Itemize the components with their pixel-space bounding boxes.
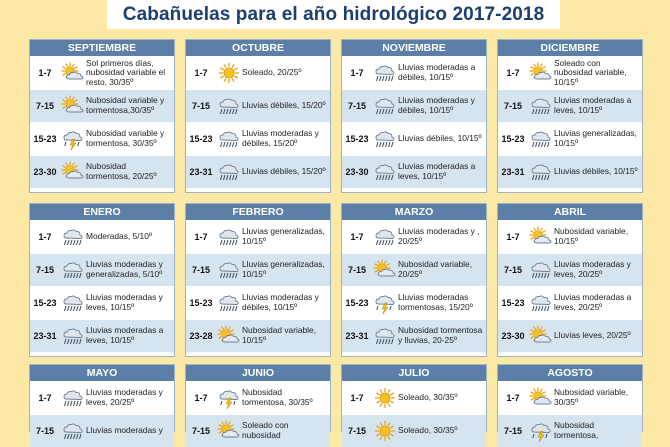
rain-icon	[216, 94, 242, 118]
rain-icon	[372, 94, 398, 118]
storm-icon	[528, 419, 554, 443]
forecast-text: Nubosidad variable, 10/15º	[242, 325, 317, 345]
forecast-text: Soleado, 30/35º	[398, 392, 458, 403]
day-range: 23-30	[33, 167, 57, 177]
month-card-enero	[29, 203, 175, 357]
forecast-row	[186, 319, 330, 352]
day-range: 1-7	[38, 68, 52, 78]
forecast-row	[30, 122, 174, 155]
forecast-row	[498, 56, 642, 89]
forecast-row	[342, 155, 486, 188]
forecast-text: Nubosidad variable, 30/35º	[554, 387, 629, 407]
day-range: 15-23	[189, 298, 213, 308]
forecast-row	[30, 319, 174, 352]
sun-cloud-icon	[528, 324, 554, 348]
sun-cloud-icon	[216, 419, 242, 443]
forecast-row	[30, 155, 174, 188]
forecast-text: Nubosidad tormentosa,	[554, 420, 599, 440]
day-range: 23-31	[345, 331, 369, 341]
sun-cloud-icon	[372, 258, 398, 282]
month-header: MAYO	[30, 365, 174, 381]
day-range: 23-30	[345, 167, 369, 177]
day-range: 1-7	[38, 393, 52, 403]
day-range: 1-7	[194, 232, 208, 242]
forecast-row	[186, 56, 330, 89]
forecast-row	[186, 122, 330, 155]
forecast-row	[30, 381, 174, 414]
forecast-text: Lluvias moderadas y leves, 10/15º	[86, 292, 163, 312]
month-card-mayo	[29, 364, 175, 436]
forecast-text: Lluvias moderadas y	[86, 425, 163, 436]
day-range: 7-15	[191, 101, 210, 111]
day-range: 7-15	[347, 265, 366, 275]
day-range: 7-15	[347, 426, 366, 436]
day-range: 1-7	[506, 393, 520, 403]
day-range: 23-31	[189, 167, 213, 177]
forecast-row	[498, 155, 642, 188]
forecast-text: Lluvias débiles, 15/20º	[242, 100, 326, 111]
day-range: 1-7	[506, 68, 520, 78]
forecast-text: Lluvias generalizadas, 10/15º	[554, 128, 637, 148]
forecast-row	[30, 56, 174, 89]
forecast-row	[342, 286, 486, 319]
rain-icon	[60, 258, 86, 282]
forecast-text: Lluvias generalizadas, 10/15º	[242, 226, 325, 246]
forecast-text: Soleado con nubosidad	[242, 420, 289, 440]
forecast-text: Lluvias débiles, 10/15º	[554, 166, 638, 177]
month-header: DICIEMBRE	[498, 40, 642, 56]
sun-cloud-icon	[528, 386, 554, 410]
forecast-row	[186, 155, 330, 188]
month-card-octubre	[185, 39, 331, 193]
forecast-text: Soleado, 20/25º	[242, 67, 302, 78]
rain-icon	[372, 160, 398, 184]
day-range: 1-7	[350, 232, 364, 242]
rain-icon	[60, 225, 86, 249]
month-header: FEBRERO	[186, 204, 330, 220]
forecast-row	[498, 122, 642, 155]
forecast-row	[342, 56, 486, 89]
day-range: 7-15	[503, 426, 522, 436]
forecast-row	[342, 122, 486, 155]
forecast-text: Lluvias moderadas y generalizadas, 5/10º	[86, 259, 163, 279]
forecast-text: Lluvias débiles, 10/15º	[398, 133, 482, 144]
day-range: 15-23	[33, 134, 57, 144]
sun-icon	[216, 61, 242, 85]
forecast-row	[498, 319, 642, 352]
rain-icon	[372, 324, 398, 348]
rain-icon	[372, 225, 398, 249]
rain-icon	[372, 61, 398, 85]
month-card-marzo	[341, 203, 487, 357]
forecast-row	[30, 220, 174, 253]
day-range: 23-31	[501, 167, 525, 177]
forecast-text: Nubosidad variable, 20/25º	[398, 259, 473, 279]
forecast-row	[342, 89, 486, 122]
day-range: 15-23	[501, 298, 525, 308]
day-range: 23-28	[189, 331, 213, 341]
rain-icon	[528, 258, 554, 282]
sun-icon	[372, 419, 398, 443]
month-card-junio	[185, 364, 331, 440]
month-card-abril	[497, 203, 643, 357]
sun-icon	[372, 386, 398, 410]
forecast-text: Lluvias moderadas y débiles, 10/15º	[398, 95, 475, 115]
month-card-julio	[341, 364, 487, 436]
rain-icon	[528, 127, 554, 151]
day-range: 1-7	[38, 232, 52, 242]
month-card-agosto	[497, 364, 643, 440]
month-header: AGOSTO	[498, 365, 642, 381]
rain-icon	[216, 127, 242, 151]
month-header: ENERO	[30, 204, 174, 220]
day-range: 7-15	[503, 101, 522, 111]
rain-icon	[216, 160, 242, 184]
day-range: 7-15	[191, 265, 210, 275]
forecast-text: Soleado, 30/35º	[398, 425, 458, 436]
forecast-text: Lluvias moderadas a leves, 20/25º	[554, 292, 632, 312]
forecast-row	[186, 253, 330, 286]
month-card-diciembre	[497, 39, 643, 193]
forecast-text: Sol primeros días, nubosidad variable el resto, 30/35º	[86, 57, 166, 87]
month-header: ABRIL	[498, 204, 642, 220]
forecast-row	[186, 89, 330, 122]
sun-cloud-icon	[528, 61, 554, 85]
forecast-text: Soleado con nubosidad variable, 10/15º	[554, 57, 627, 87]
day-range: 23-31	[33, 331, 57, 341]
day-range: 1-7	[350, 68, 364, 78]
storm-icon	[60, 127, 86, 151]
forecast-text: Lluvias leves, 20/25º	[554, 330, 631, 341]
sun-cloud-icon	[216, 324, 242, 348]
month-header: JULIO	[342, 365, 486, 381]
month-card-febrero	[185, 203, 331, 357]
forecast-row	[30, 253, 174, 286]
forecast-row	[498, 381, 642, 414]
month-card-septiembre	[29, 39, 175, 193]
day-range: 7-15	[35, 426, 54, 436]
forecast-row	[498, 220, 642, 253]
forecast-text: Nubosidad tormentosa, 30/35º	[242, 387, 313, 407]
forecast-row	[342, 414, 486, 447]
forecast-row	[186, 286, 330, 319]
forecast-text: Lluvias moderadas y leves, 20/25º	[554, 259, 631, 279]
forecast-text: Lluvias moderadas y débiles, 10/15º	[242, 292, 319, 312]
forecast-text: Lluvias moderadas y , 20/25º	[398, 226, 480, 246]
forecast-row	[342, 319, 486, 352]
page-title: Cabañuelas para el año hidrológico 2017-2018	[122, 3, 545, 25]
forecast-row	[30, 89, 174, 122]
day-range: 15-23	[501, 134, 525, 144]
forecast-text: Lluvias moderadas a leves, 10/15º	[398, 161, 476, 181]
forecast-row	[30, 286, 174, 319]
rain-icon	[528, 291, 554, 315]
forecast-text: Nubosidad variable y tormentosa, 30/35º	[86, 128, 165, 148]
day-range: 23-30	[501, 331, 525, 341]
rain-icon	[216, 225, 242, 249]
month-header: NOVIEMBRE	[342, 40, 486, 56]
forecast-row	[30, 414, 174, 447]
month-card-noviembre	[341, 39, 487, 193]
day-range: 7-15	[503, 265, 522, 275]
day-range: 7-15	[191, 426, 210, 436]
rain-icon	[528, 160, 554, 184]
forecast-text: Lluvias moderadas a débiles, 10/15º	[398, 62, 476, 82]
day-range: 1-7	[194, 68, 208, 78]
sun-cloud-icon	[528, 225, 554, 249]
day-range: 7-15	[347, 101, 366, 111]
day-range: 7-15	[35, 101, 54, 111]
day-range: 15-23	[33, 298, 57, 308]
rain-icon	[528, 94, 554, 118]
forecast-text: Nubosidad tormentosa y lluvias, 20-25º	[398, 325, 483, 345]
day-range: 1-7	[506, 232, 520, 242]
rain-icon	[216, 291, 242, 315]
day-range: 1-7	[194, 393, 208, 403]
sun-cloud-icon	[60, 94, 86, 118]
month-header: SEPTIEMBRE	[30, 40, 174, 56]
forecast-row	[342, 381, 486, 414]
forecast-row	[498, 89, 642, 122]
day-range: 7-15	[35, 265, 54, 275]
month-header: OCTUBRE	[186, 40, 330, 56]
rain-icon	[216, 258, 242, 282]
forecast-row	[498, 253, 642, 286]
storm-icon	[216, 386, 242, 410]
storm-icon	[372, 291, 398, 315]
day-range: 15-23	[189, 134, 213, 144]
forecast-text: Lluvias moderadas tormentosas, 15/20º	[398, 292, 473, 312]
rain-icon	[60, 291, 86, 315]
forecast-row	[186, 220, 330, 253]
month-header: JUNIO	[186, 365, 330, 381]
forecast-text: Lluvias moderadas y leves, 20/25º	[86, 387, 163, 407]
forecast-text: Lluvias generalizadas, 10/15º	[242, 259, 325, 279]
forecast-text: Lluvias moderadas a leves, 10/15º	[554, 95, 632, 115]
forecast-text: Moderadas, 5/10º	[86, 231, 152, 242]
forecast-text: Lluvias moderadas a leves, 10/15º	[86, 325, 164, 345]
forecast-text: Lluvias débiles, 15/20º	[242, 166, 326, 177]
rain-icon	[60, 419, 86, 443]
forecast-row	[342, 220, 486, 253]
day-range: 15-23	[345, 134, 369, 144]
forecast-row	[498, 286, 642, 319]
forecast-row	[342, 253, 486, 286]
forecast-text: Nubosidad variable, 10/15º	[554, 226, 629, 246]
day-range: 1-7	[350, 393, 364, 403]
forecast-row	[498, 414, 642, 447]
sun-cloud-icon	[60, 160, 86, 184]
forecast-row	[186, 414, 330, 447]
rain-icon	[372, 127, 398, 151]
sun-cloud-icon	[60, 61, 86, 85]
forecast-text: Lluvias moderadas y débiles, 15/20º	[242, 128, 319, 148]
rain-icon	[60, 324, 86, 348]
month-header: MARZO	[342, 204, 486, 220]
forecast-text: Nubosidad tormentosa, 20/25º	[86, 161, 157, 181]
day-range: 15-23	[345, 298, 369, 308]
forecast-text: Nubosidad variable y tormentosa,30/35º	[86, 95, 165, 115]
forecast-row	[186, 381, 330, 414]
rain-icon	[60, 386, 86, 410]
